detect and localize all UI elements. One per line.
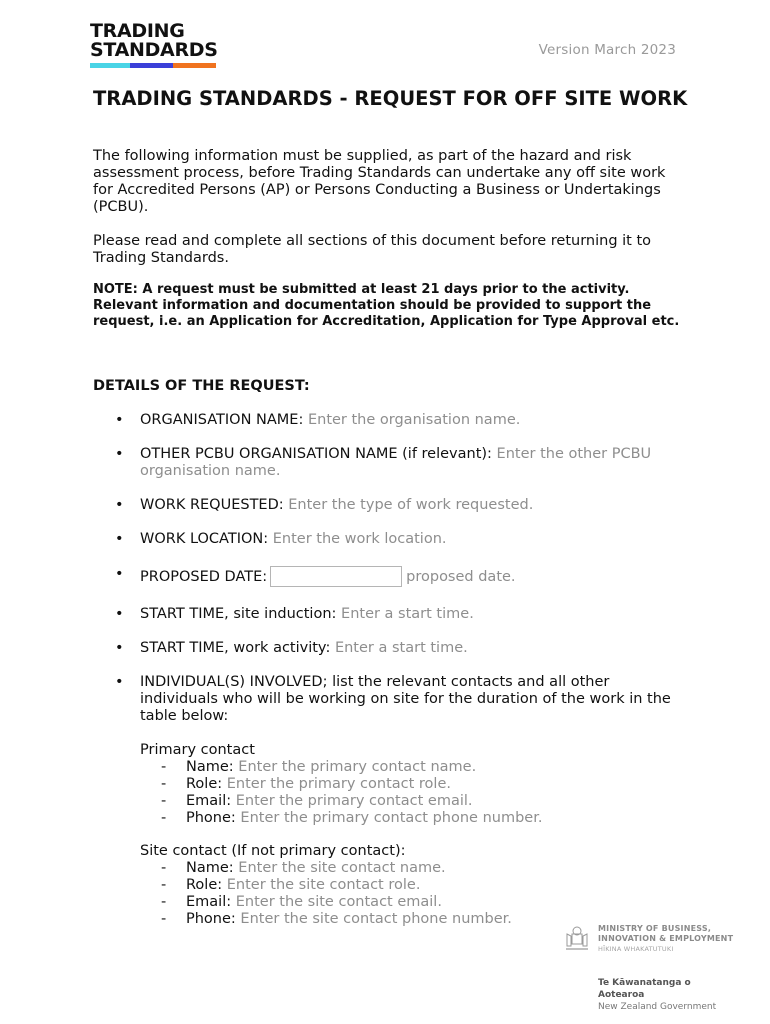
primary-contact-email-row <box>140 793 660 810</box>
intro-paragraph: The following information must be supplied, as part of the hazard and risk assessment process, before Trading Standards can undertake any off site work for Accredited Persons (AP) or Persons Conducting a Business or Undertakings (PCBU). <box>93 148 666 215</box>
site-contact-name-input[interactable]: Enter the site contact name. <box>238 860 446 876</box>
primary-contact-phone-row <box>140 810 660 827</box>
coat-of-arms-icon <box>562 922 592 952</box>
dash: - <box>161 877 167 893</box>
row-label: Email: <box>186 793 232 809</box>
field-organisation-name <box>115 412 675 429</box>
primary-contact-name-input[interactable]: Enter the primary contact name. <box>238 759 477 775</box>
row-label: Role: <box>186 776 223 792</box>
dash: - <box>161 860 167 876</box>
date-picker-input[interactable] <box>270 566 402 587</box>
row-label: Email: <box>186 894 232 910</box>
document-title: TRADING STANDARDS - REQUEST FOR OFF SITE WORK <box>93 87 688 110</box>
bullet: • <box>115 412 124 428</box>
govt-line-2: New Zealand Government <box>598 1002 717 1012</box>
row-label: Name: <box>186 860 234 876</box>
site-contact-phone-input[interactable]: Enter the site contact phone number. <box>240 911 512 927</box>
note-paragraph: NOTE: A request must be submitted at least 21 days prior to the activity. Relevant information and documentation should be provided to support the request, i.e. an Application for Accreditation, Application for Type Approval etc. <box>93 282 680 329</box>
field-proposed-date <box>115 566 675 587</box>
site-contact-block <box>140 843 660 928</box>
govt-line-1: Te Kāwanatanga o Aotearoa <box>598 978 691 1000</box>
field-work-requested <box>115 497 675 514</box>
primary-contact-role-row <box>140 776 660 793</box>
field-work-location <box>115 531 675 548</box>
primary-contact-block <box>140 742 660 827</box>
row-label: Role: <box>186 877 223 893</box>
site-contact-role-input[interactable]: Enter the site contact role. <box>226 877 421 893</box>
dash: - <box>161 776 167 792</box>
row-label: Name: <box>186 759 234 775</box>
field-start-time-induction <box>115 606 675 623</box>
start-time-work-input[interactable]: Enter a start time. <box>334 640 468 656</box>
mbie-logo <box>562 922 742 956</box>
field-label: ORGANISATION NAME: <box>140 412 304 428</box>
logo-color-bar <box>90 63 216 68</box>
mbie-line-1: MINISTRY OF BUSINESS, <box>598 924 712 933</box>
logo-line-1: TRADING <box>90 20 185 42</box>
organisation-name-input[interactable]: Enter the organisation name. <box>307 412 521 428</box>
instruction-paragraph: Please read and complete all sections of this document before returning it to Trading Standards. <box>93 233 652 266</box>
start-time-induction-input[interactable]: Enter a start time. <box>341 606 474 622</box>
field-label: WORK REQUESTED: <box>140 497 284 513</box>
field-label: WORK LOCATION: <box>140 531 269 547</box>
nz-government-logo <box>598 977 738 1013</box>
bullet: • <box>115 446 124 462</box>
work-location-input[interactable]: Enter the work location. <box>272 531 447 547</box>
bullet: • <box>115 566 124 582</box>
dash: - <box>161 911 167 927</box>
bullet: • <box>115 497 124 513</box>
field-label: PROPOSED DATE: <box>140 569 268 585</box>
site-contact-email-input[interactable]: Enter the site contact email. <box>235 894 442 910</box>
field-label: OTHER PCBU ORGANISATION NAME (if relevant): <box>140 446 492 462</box>
logo-bar-blue <box>130 63 173 68</box>
bullet: • <box>115 606 124 622</box>
primary-contact-name-row <box>140 759 660 776</box>
logo-bar-cyan <box>90 63 130 68</box>
row-label: Phone: <box>186 911 236 927</box>
field-other-pcbu <box>115 446 675 480</box>
mbie-line-2: INNOVATION & EMPLOYMENT <box>598 934 734 943</box>
primary-contact-heading: Primary contact <box>140 742 255 758</box>
field-label: START TIME, work activity: <box>140 640 331 656</box>
bullet: • <box>115 531 124 547</box>
site-contact-heading: Site contact (If not primary contact): <box>140 843 406 859</box>
dash: - <box>161 810 167 826</box>
bullet: • <box>115 640 124 656</box>
field-individuals-involved <box>115 674 675 725</box>
site-contact-email-row <box>140 894 660 911</box>
individuals-text: INDIVIDUAL(S) INVOLVED; list the relevant contacts and all other individuals who will be working on site for the duration of the work in the table below: <box>140 674 671 724</box>
site-contact-name-row <box>140 860 660 877</box>
logo-line-2: STANDARDS <box>90 39 218 61</box>
proposed-date-hint: proposed date. <box>406 569 516 585</box>
trading-standards-logo <box>90 22 218 68</box>
field-label: START TIME, site induction: <box>140 606 337 622</box>
dash: - <box>161 793 167 809</box>
logo-bar-orange <box>173 63 216 68</box>
mbie-maori: HĪKINA WHAKATUTUKI <box>598 945 674 953</box>
primary-contact-phone-input[interactable]: Enter the primary contact phone number. <box>240 810 543 826</box>
version-label: Version March 2023 <box>538 42 676 58</box>
details-heading: DETAILS OF THE REQUEST: <box>93 378 310 394</box>
bullet: • <box>115 674 124 690</box>
primary-contact-role-input[interactable]: Enter the primary contact role. <box>226 776 451 792</box>
row-label: Phone: <box>186 810 236 826</box>
dash: - <box>161 759 167 775</box>
primary-contact-email-input[interactable]: Enter the primary contact email. <box>235 793 473 809</box>
site-contact-role-row <box>140 877 660 894</box>
mbie-text <box>598 924 733 954</box>
dash: - <box>161 894 167 910</box>
field-start-time-work <box>115 640 675 657</box>
work-requested-input[interactable]: Enter the type of work requested. <box>288 497 534 513</box>
other-pcbu-input[interactable]: Enter the other PCBU organisation name. <box>140 446 652 479</box>
